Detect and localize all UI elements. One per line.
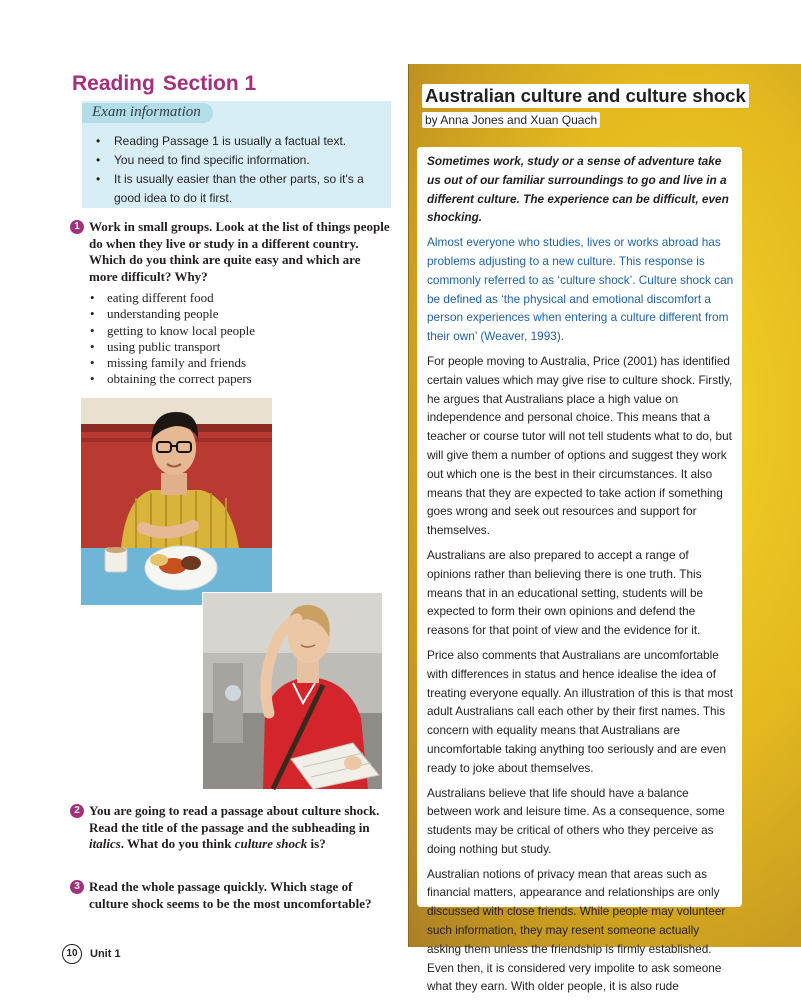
article-paragraph: Price also comments that Australians are uncomfortable with differences in status and hence idealise the idea of treating everyone equally. An illustration of this is that most adult Australians call each other by their first names. This concern with equality means that Australians are uncomfortable taking anything too seriously and are even ready to joke about themselves. (427, 647, 734, 775)
list-item: • getting to know local people (90, 323, 390, 339)
exam-info-item: • Reading Passage 1 is usually a factual text. (96, 132, 386, 151)
list-item: • understanding people (90, 306, 390, 322)
question-number-badge: 1 (70, 220, 84, 234)
photo-man-with-map-illustration (203, 593, 382, 789)
exam-information-list (96, 132, 386, 208)
photo-man-eating (81, 398, 272, 605)
unit-label: Unit 1 (90, 948, 121, 960)
page-footer (62, 944, 121, 964)
question-1-text: Work in small groups. Look at the list of things people do when they live or study in a different country. Which do you think are quite easy and which are more difficult? Why? (89, 219, 390, 284)
question-number-badge: 2 (70, 804, 84, 818)
article-paragraph: Australian notions of privacy mean that areas such as financial matters, appearance and relationships are only discussed with close friends. While people may volunteer such information, they may resent someone actually asking them unless the friendship is firmly established. Even then, it is considered very impolite to ask someone what they earn. With older people, it is also rude (427, 866, 726, 994)
list-item: • using public transport (90, 339, 390, 355)
question-3-text: Read the whole passage quickly. Which stage of culture shock seems to be the most uncomfortable? (89, 879, 372, 911)
question-3 (70, 879, 392, 912)
article-body (417, 147, 742, 994)
article-byline: by Anna Jones and Xuan Quach (422, 112, 600, 128)
heading-reading: Reading (72, 72, 155, 95)
list-item: • obtaining the correct papers (90, 371, 390, 387)
question-2-part: You are going to read a passage about culture shock. Read the title of the passage and the subheading in (89, 803, 380, 835)
exam-info-item: • You need to find specific information. (96, 151, 386, 170)
page-number: 10 (62, 944, 82, 964)
question-2-text (70, 803, 392, 853)
list-item: • eating different food (90, 290, 390, 306)
article-paragraph: For people moving to Australia, Price (2001) has identified certain values which may give rise to culture shock. Firstly, he argues that Australians place a high value on independence and personal choice. This means that a teacher or course tutor will not tell students what to do, but will give them a number of options and suggest they work out which one is the best in their circumstances. It also means that they are expected to take action if something goes wrong and seek out resources and support for themselves. (427, 353, 733, 538)
question-2-part: is? (307, 836, 326, 851)
question-2 (70, 803, 392, 853)
exam-information-label: Exam information (82, 103, 213, 123)
difficulty-list (90, 290, 390, 388)
question-number-badge: 3 (70, 880, 84, 894)
article-definition: Almost everyone who studies, lives or works abroad has problems adjusting to a new culture. This response is commonly referred to as ‘culture shock’. Culture shock can be defined as ‘the physical and emotional discomfort a person experiences when entering a culture different from their own’ (Weaver, 1993). (427, 235, 734, 344)
article-paragraph: Australians believe that life should have a balance between work and leisure time. As a consequence, some students may be critical of others who they perceive as doing nothing but study. (427, 785, 725, 856)
question-1 (70, 219, 392, 285)
photo-man-eating-illustration (81, 398, 272, 605)
article-paragraph: Australians are also prepared to accept a range of opinions rather than believing there is one truth. This means that in an educational setting, students will be expected to form their own opinions and defend the reasons for that point of view and the evidence for it. (427, 547, 704, 638)
heading-section: Section 1 (162, 72, 257, 95)
question-2-italic: italics (89, 836, 121, 851)
exam-info-item: • It is usually easier than the other parts, so it's a good idea to do it first. (96, 170, 386, 208)
section-heading (72, 72, 256, 96)
photo-man-with-map (202, 592, 383, 790)
article-lead: Sometimes work, study or a sense of adventure take us out of our familiar surroundings to go and live in a different culture. The experience can be difficult, even shocking. (427, 154, 729, 225)
question-2-italic: culture shock (234, 836, 308, 851)
question-2-part: . What do you think (120, 836, 235, 851)
list-item: • missing family and friends (90, 355, 390, 371)
article-title: Australian culture and culture shock (422, 84, 749, 108)
